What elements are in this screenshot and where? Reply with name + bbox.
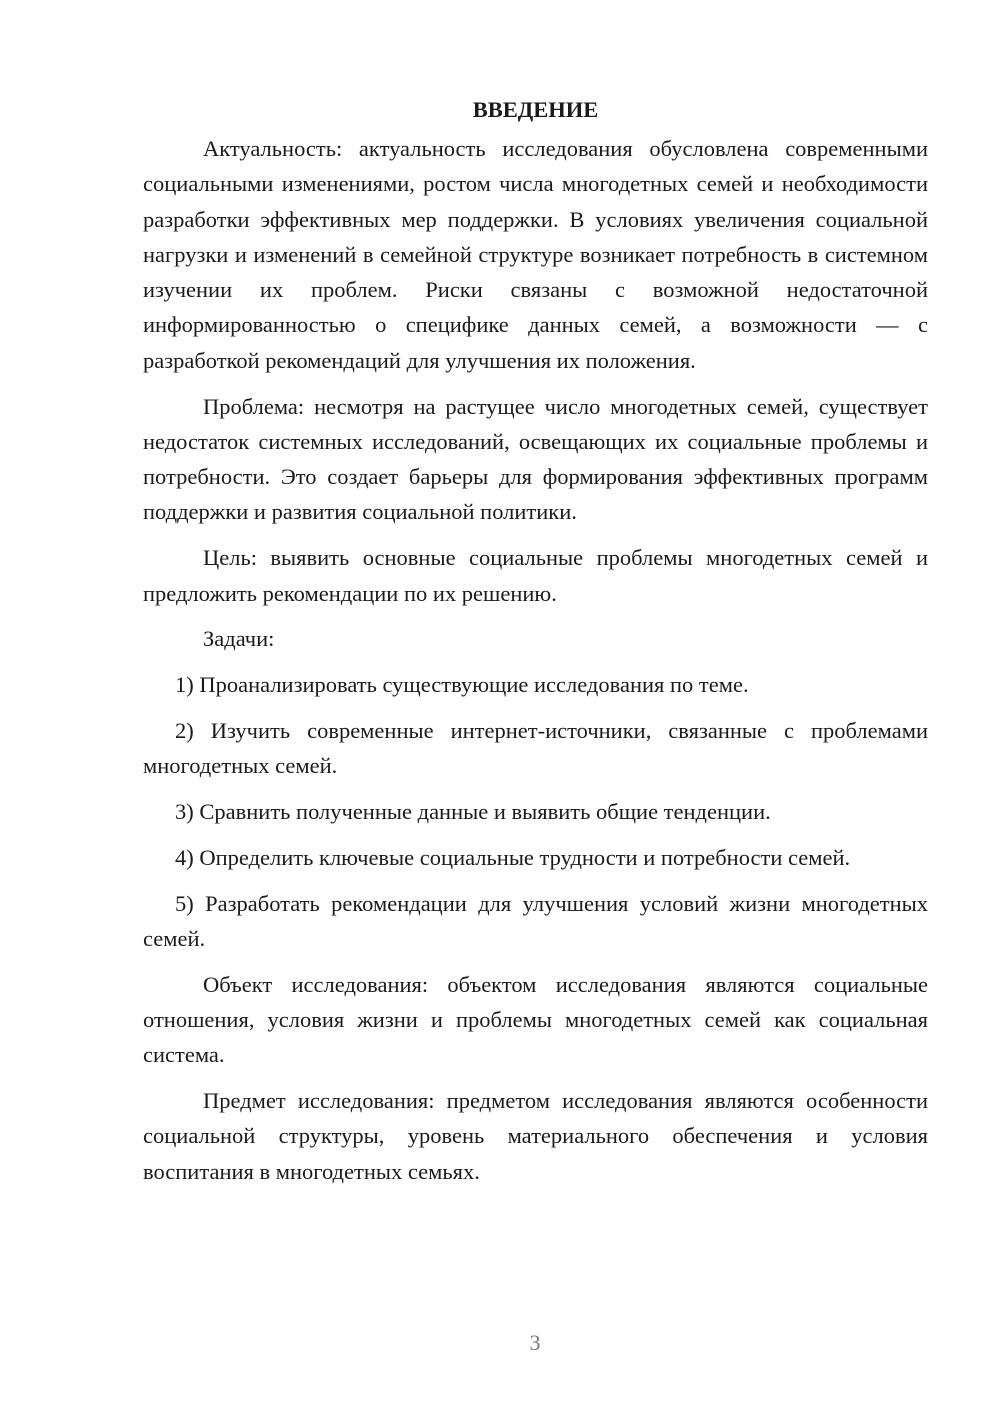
page-title: ВВЕДЕНИЕ [472,97,599,122]
task-item-4: 4) Определить ключевые социальные трудности и потребности семей. [175,844,851,870]
task-item-3: 3) Сравнить полученные данные и выявить общие тенденции. [175,799,771,825]
problem-paragraph: Проблема: несмотря на растущее число многодетных семей, существует недостаток системных исследований, освещающих их социальные проблемы и потребности. Это создает барьеры для формирования эффективных программ поддержки и развития социальной политики. [143,393,928,525]
task-item-2: 2) Изучить современные интернет-источники, связанные с проблемами многодетных семей. [143,717,928,779]
subject-paragraph: Предмет исследования: предметом исследования являются особенности социальной структуры, уровень материального обеспечения и условия воспитания в многодетных семьях. [143,1088,928,1184]
document-body [143,92,928,1200]
object-paragraph: Объект исследования: объектом исследования являются социальные отношения, условия жизни и проблемы многодетных семей как социальная система. [143,971,928,1068]
task-item-5: 5) Разработать рекомендации для улучшения условий жизни многодетных семей. [143,890,928,951]
goal-paragraph: Цель: выявить основные социальные проблемы многодетных семей и предложить рекомендации по их решению. [143,545,928,606]
task-item-1: 1) Проанализировать существующие исследования по теме. [175,672,749,698]
tasks-heading: Задачи: [203,626,275,652]
relevance-paragraph: Актуальность: актуальность исследования обусловлена современными социальными изменениями, ростом числа многодетных семей и необходимости разработки эффективных мер поддержки. В условиях увеличения социальной нагрузки и изменений в семейной структуре возникает потребность в системном изучении их проблем. Риски связаны с возможной недостаточной информированностью о специфике данных семей, а возможности — с разработкой рекомендаций для улучшения их положения. [143,136,928,373]
page-number: 3 [529,1330,541,1355]
